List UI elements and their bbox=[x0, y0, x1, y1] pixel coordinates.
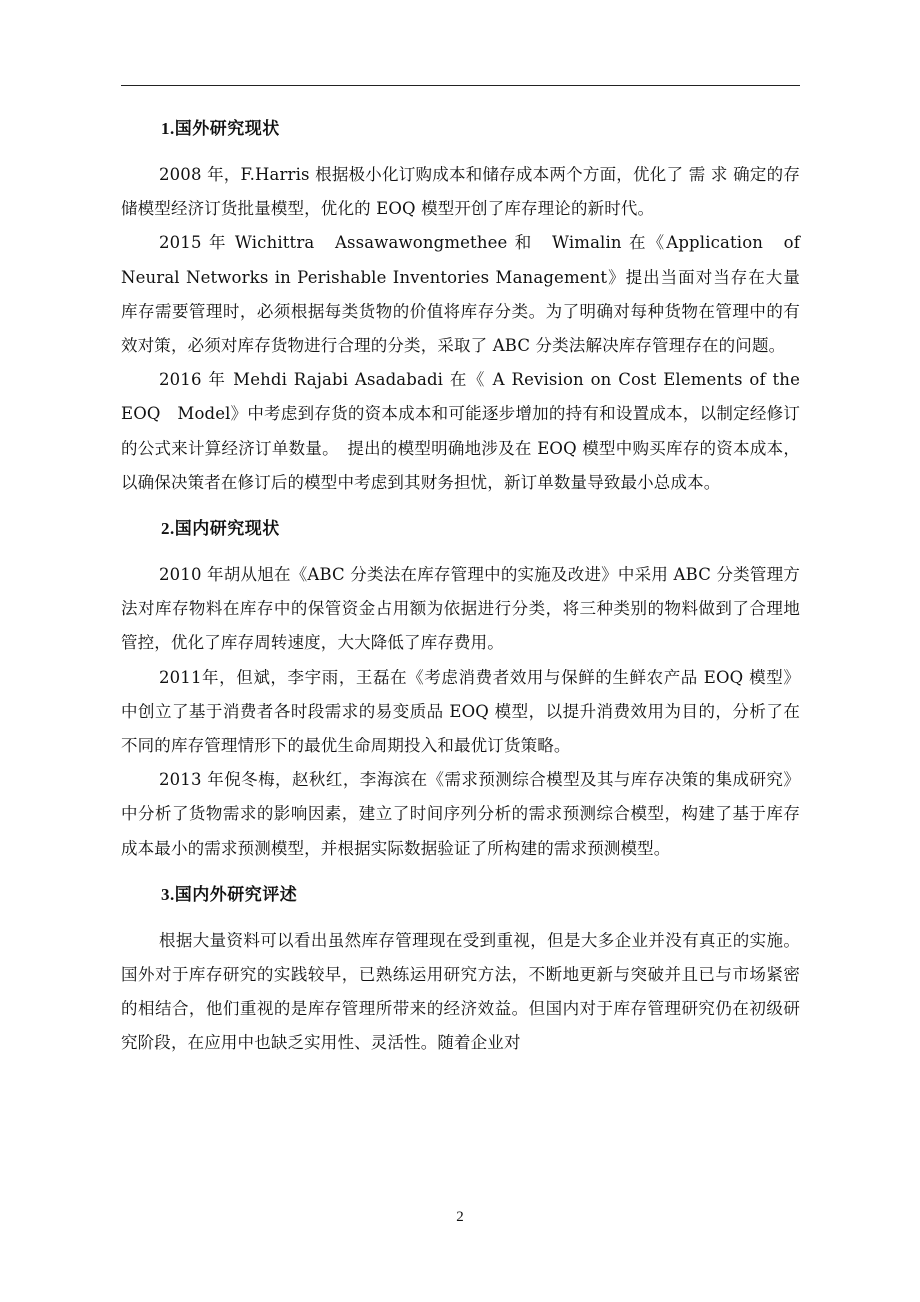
paragraph: 2016 年 Mehdi Rajabi Asadabadi 在《 A Revision on Cost Elements of the EOQ Model》中考虑到存货的资本成本和可能逐步增加的持有和设置成本，以制定经修订的公式来计算经济订单数量。 提出的模型明确地涉及在 EOQ 模型中购买库存的资本成本，以确保决策者在修订后的模型中考虑到其财务担忧，新订单数量导致最小总成本。 bbox=[121, 370, 800, 492]
paragraph: 2011年，但斌，李宇雨，王磊在《考虑消费者效用与保鲜的生鲜农产品 EOQ 模型》中创立了基于消费者各时段需求的易变质品 EOQ 模型，以提升消费效用为目的，分析了在不同的库存管理情形下的最优生命周期投入和最优订货策略。 bbox=[121, 667, 800, 756]
paragraph: 2010 年胡从旭在《ABC 分类法在库存管理中的实施及改进》中采用 ABC 分类管理方法对库存物料在库存中的保管资金占用额为依据进行分类，将三种类别的物料做到了合理地管控，优化了库存周转速度，大大降低了库存费用。 bbox=[121, 565, 800, 653]
section-heading-foreign-research: 1.国外研究现状 bbox=[161, 119, 280, 138]
paragraph: 2015 年 Wichittra Assawawongmethee 和 Wimalin 在《Application of Neural Networks in Perishable Inventories Management》提出当面对当存在大量库存需要管理时，必须根据每类货物的价值将库存分类。为了明确对每种货物在管理中的有效对策，必须对库存货物进行合理的分类，采取了 ABC 分类法解决库存管理存在的问题。 bbox=[121, 233, 800, 356]
document-body bbox=[121, 112, 800, 1061]
header-rule bbox=[121, 85, 800, 86]
paragraph: 根据大量资料可以看出虽然库存管理现在受到重视，但是大多企业并没有真正的实施。国外对于库存研究的实践较早，已熟练运用研究方法，不断地更新与突破并且已与市场紧密的相结合，他们重视的是库存管理所带来的经济效益。但国内对于库存管理研究仍在初级研究阶段，在应用中也缺乏实用性、灵活性。随着企业对 bbox=[121, 930, 800, 1053]
paragraph: 2013 年倪冬梅，赵秋红，李海滨在《需求预测综合模型及其与库存决策的集成研究》中分析了货物需求的影响因素，建立了时间序列分析的需求预测综合模型，构建了基于库存成本最小的需求预测模型，并根据实际数据验证了所构建的需求预测模型。 bbox=[121, 770, 800, 858]
section-heading-domestic-research: 2.国内研究现状 bbox=[161, 519, 280, 539]
paragraph: 2008 年，F.Harris 根据极小化订购成本和储存成本两个方面，优化了 需 求 确定的存储模型经济订货批量模型，优化的 EOQ 模型开创了库存理论的新时代。 bbox=[121, 165, 800, 219]
page-number: 2 bbox=[456, 1209, 464, 1225]
section-heading-research-review: 3.国内外研究评述 bbox=[161, 884, 298, 904]
